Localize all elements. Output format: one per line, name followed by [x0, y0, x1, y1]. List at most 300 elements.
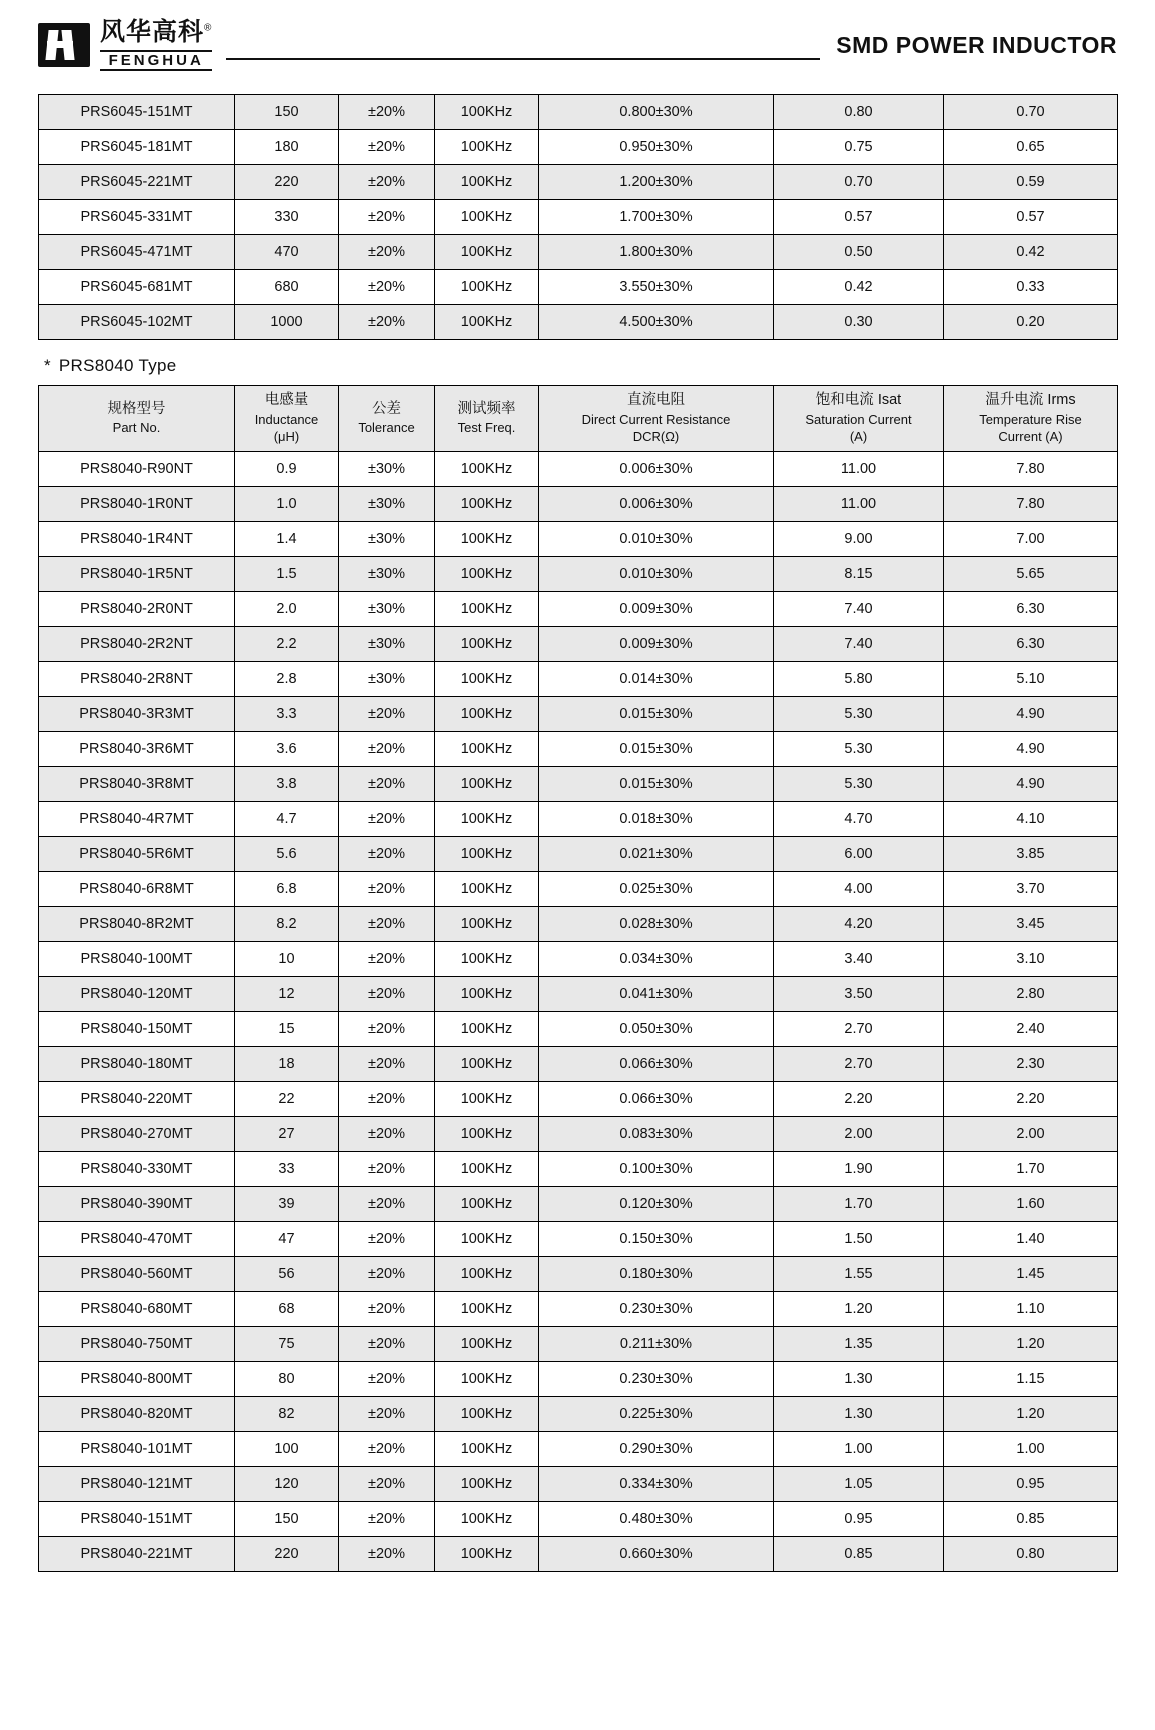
- cell-part-number: PRS8040-1R5NT: [39, 556, 235, 591]
- table-cell: 0.42: [774, 270, 944, 305]
- table-cell: 39: [235, 1186, 339, 1221]
- table-cell: 0.95: [944, 1466, 1118, 1501]
- table-cell: ±30%: [339, 486, 435, 521]
- table-cell: 1.40: [944, 1221, 1118, 1256]
- table-cell: 4.90: [944, 766, 1118, 801]
- cell-part-number: PRS8040-101MT: [39, 1431, 235, 1466]
- cell-part-number: PRS8040-3R6MT: [39, 731, 235, 766]
- table-cell: 22: [235, 1081, 339, 1116]
- table-cell: 2.20: [774, 1081, 944, 1116]
- table-cell: 220: [235, 1536, 339, 1571]
- table-cell: ±20%: [339, 1011, 435, 1046]
- table-cell: 3.45: [944, 906, 1118, 941]
- table-cell: 100KHz: [435, 1011, 539, 1046]
- table-row: [39, 1501, 1118, 1536]
- table-cell: 2.0: [235, 591, 339, 626]
- cell-part-number: PRS8040-1R4NT: [39, 521, 235, 556]
- table-cell: 10: [235, 941, 339, 976]
- table-cell: 5.30: [774, 766, 944, 801]
- table-cell: 0.028±30%: [539, 906, 774, 941]
- table-cell: 0.80: [774, 95, 944, 130]
- logo-chinese-name: 风华高科®: [100, 17, 213, 46]
- table-cell: 0.30: [774, 305, 944, 340]
- table-cell: 0.57: [774, 200, 944, 235]
- table-cell: 150: [235, 1501, 339, 1536]
- table-row: [39, 1396, 1118, 1431]
- table-cell: 100KHz: [435, 801, 539, 836]
- table-cell: 100KHz: [435, 906, 539, 941]
- table-cell: 5.80: [774, 661, 944, 696]
- table-cell: 3.3: [235, 696, 339, 731]
- table-cell: ±20%: [339, 1116, 435, 1151]
- table-row: [39, 521, 1118, 556]
- prs8040-table: [38, 385, 1118, 1572]
- table-cell: 8.15: [774, 556, 944, 591]
- table-cell: 100KHz: [435, 976, 539, 1011]
- table-cell: 5.6: [235, 836, 339, 871]
- table-cell: 1.05: [774, 1466, 944, 1501]
- table-cell: 2.40: [944, 1011, 1118, 1046]
- table-cell: 0.9: [235, 451, 339, 486]
- table-cell: ±20%: [339, 165, 435, 200]
- table-cell: 0.066±30%: [539, 1081, 774, 1116]
- table-cell: 100KHz: [435, 836, 539, 871]
- table-cell: 0.034±30%: [539, 941, 774, 976]
- table-cell: 100KHz: [435, 626, 539, 661]
- table-cell: 2.70: [774, 1046, 944, 1081]
- cell-part-number: PRS6045-102MT: [39, 305, 235, 340]
- table-cell: 1.5: [235, 556, 339, 591]
- cell-part-number: PRS8040-820MT: [39, 1396, 235, 1431]
- table-cell: 1.800±30%: [539, 235, 774, 270]
- table-cell: 0.041±30%: [539, 976, 774, 1011]
- table-cell: 27: [235, 1116, 339, 1151]
- table-cell: ±20%: [339, 95, 435, 130]
- cell-part-number: PRS8040-270MT: [39, 1116, 235, 1151]
- cell-part-number: PRS8040-4R7MT: [39, 801, 235, 836]
- table-cell: 150: [235, 95, 339, 130]
- table-row: [39, 731, 1118, 766]
- cell-part-number: PRS8040-390MT: [39, 1186, 235, 1221]
- table-cell: 1.20: [944, 1396, 1118, 1431]
- table-cell: 0.480±30%: [539, 1501, 774, 1536]
- table-row: [39, 801, 1118, 836]
- cell-part-number: PRS8040-150MT: [39, 1011, 235, 1046]
- table-cell: 220: [235, 165, 339, 200]
- column-header-en: Part No.: [112, 420, 161, 436]
- table-cell: 5.10: [944, 661, 1118, 696]
- table-row: [39, 906, 1118, 941]
- table-row: [39, 941, 1118, 976]
- table-cell: 100KHz: [435, 591, 539, 626]
- table-cell: 0.225±30%: [539, 1396, 774, 1431]
- table-cell: ±30%: [339, 661, 435, 696]
- table-row: [39, 1256, 1118, 1291]
- table-cell: 6.30: [944, 591, 1118, 626]
- logo-english-name: FENGHUA: [100, 50, 212, 71]
- table-cell: 1.20: [774, 1291, 944, 1326]
- table-cell: 0.33: [944, 270, 1118, 305]
- company-logo: [38, 17, 213, 71]
- column-header-cn: 电感量: [264, 392, 309, 408]
- table-row: [39, 1081, 1118, 1116]
- table-cell: 100KHz: [435, 696, 539, 731]
- table-cell: 9.00: [774, 521, 944, 556]
- table-cell: 1.55: [774, 1256, 944, 1291]
- table-cell: 4.500±30%: [539, 305, 774, 340]
- cell-part-number: PRS8040-680MT: [39, 1291, 235, 1326]
- section-bullet: *: [44, 356, 51, 375]
- table-cell: 3.10: [944, 941, 1118, 976]
- table-cell: 100KHz: [435, 1116, 539, 1151]
- table-cell: 1.45: [944, 1256, 1118, 1291]
- table-row: [39, 696, 1118, 731]
- table-row: [39, 1186, 1118, 1221]
- table-cell: 100KHz: [435, 451, 539, 486]
- cell-part-number: PRS8040-2R8NT: [39, 661, 235, 696]
- table-cell: 0.50: [774, 235, 944, 270]
- cell-part-number: PRS8040-3R3MT: [39, 696, 235, 731]
- table-cell: 4.70: [774, 801, 944, 836]
- table-cell: 1.50: [774, 1221, 944, 1256]
- table-cell: ±20%: [339, 1501, 435, 1536]
- column-header-unit: DCR(Ω): [632, 429, 680, 445]
- table-cell: 7.40: [774, 591, 944, 626]
- table-cell: 4.20: [774, 906, 944, 941]
- table-row: [39, 200, 1118, 235]
- table-cell: ±20%: [339, 1221, 435, 1256]
- table-cell: 0.006±30%: [539, 451, 774, 486]
- table-cell: 0.211±30%: [539, 1326, 774, 1361]
- column-header-cn: 温升电流 Irms: [985, 392, 1076, 408]
- cell-part-number: PRS6045-681MT: [39, 270, 235, 305]
- table-cell: 0.65: [944, 130, 1118, 165]
- table-cell: 1.20: [944, 1326, 1118, 1361]
- table-cell: ±20%: [339, 696, 435, 731]
- cell-part-number: PRS8040-R90NT: [39, 451, 235, 486]
- table-cell: 4.90: [944, 731, 1118, 766]
- table-cell: 2.70: [774, 1011, 944, 1046]
- table-cell: 100KHz: [435, 270, 539, 305]
- column-header-en: Temperature Rise: [979, 411, 1082, 427]
- table-row: [39, 165, 1118, 200]
- table-cell: 56: [235, 1256, 339, 1291]
- table-cell: 2.80: [944, 976, 1118, 1011]
- table-cell: 100KHz: [435, 1046, 539, 1081]
- cell-part-number: PRS8040-120MT: [39, 976, 235, 1011]
- cell-part-number: PRS8040-330MT: [39, 1151, 235, 1186]
- table-cell: 3.50: [774, 976, 944, 1011]
- page-title: SMD POWER INDUCTOR: [836, 31, 1117, 58]
- table-cell: 1.70: [774, 1186, 944, 1221]
- table-cell: 0.70: [944, 95, 1118, 130]
- table-cell: ±20%: [339, 235, 435, 270]
- column-header: [435, 386, 539, 452]
- cell-part-number: PRS8040-121MT: [39, 1466, 235, 1501]
- table-cell: ±20%: [339, 1046, 435, 1081]
- column-header-cn: 直流电阻: [627, 392, 685, 408]
- table-cell: 0.95: [774, 1501, 944, 1536]
- cell-part-number: PRS6045-331MT: [39, 200, 235, 235]
- table-cell: 7.00: [944, 521, 1118, 556]
- cell-part-number: PRS6045-151MT: [39, 95, 235, 130]
- table-cell: 2.30: [944, 1046, 1118, 1081]
- table-cell: 100KHz: [435, 1501, 539, 1536]
- table-row: [39, 1151, 1118, 1186]
- table-cell: 0.290±30%: [539, 1431, 774, 1466]
- table-cell: ±30%: [339, 626, 435, 661]
- table-cell: 1.4: [235, 521, 339, 556]
- table-row: [39, 556, 1118, 591]
- table-cell: 100KHz: [435, 1221, 539, 1256]
- table-cell: ±20%: [339, 1291, 435, 1326]
- cell-part-number: PRS8040-800MT: [39, 1361, 235, 1396]
- prs6045-table: [38, 94, 1118, 340]
- header-divider: [226, 58, 820, 60]
- table-cell: 1000: [235, 305, 339, 340]
- cell-part-number: PRS8040-180MT: [39, 1046, 235, 1081]
- table-cell: 0.70: [774, 165, 944, 200]
- table-cell: ±20%: [339, 731, 435, 766]
- cell-part-number: PRS6045-221MT: [39, 165, 235, 200]
- table-cell: 100KHz: [435, 766, 539, 801]
- column-header-cn: 测试频率: [457, 400, 516, 417]
- table-cell: 0.025±30%: [539, 871, 774, 906]
- fenghua-logo-icon: [38, 23, 90, 67]
- table-cell: 0.334±30%: [539, 1466, 774, 1501]
- table-cell: 100KHz: [435, 1291, 539, 1326]
- column-header-en: Inductance: [254, 411, 319, 427]
- table-cell: 0.066±30%: [539, 1046, 774, 1081]
- table-cell: 0.050±30%: [539, 1011, 774, 1046]
- table-cell: 0.85: [774, 1536, 944, 1571]
- table-row: [39, 1361, 1118, 1396]
- table-cell: 11.00: [774, 486, 944, 521]
- table-cell: 7.80: [944, 486, 1118, 521]
- table-cell: 47: [235, 1221, 339, 1256]
- table-cell: 0.009±30%: [539, 591, 774, 626]
- table-cell: 0.083±30%: [539, 1116, 774, 1151]
- table-cell: 1.30: [774, 1396, 944, 1431]
- table-cell: ±20%: [339, 1361, 435, 1396]
- table-cell: ±20%: [339, 130, 435, 165]
- table-cell: 100KHz: [435, 1256, 539, 1291]
- table-cell: ±20%: [339, 1186, 435, 1221]
- column-header-en: Test Freq.: [457, 420, 516, 436]
- table-cell: 1.60: [944, 1186, 1118, 1221]
- column-header-unit: (μH): [273, 429, 300, 445]
- table-row: [39, 235, 1118, 270]
- table-cell: 1.200±30%: [539, 165, 774, 200]
- table-cell: 2.8: [235, 661, 339, 696]
- table-cell: 470: [235, 235, 339, 270]
- table-row: [39, 305, 1118, 340]
- table-cell: 100KHz: [435, 486, 539, 521]
- table-row: [39, 871, 1118, 906]
- table-row: [39, 1291, 1118, 1326]
- table-cell: 680: [235, 270, 339, 305]
- table-row: [39, 1011, 1118, 1046]
- cell-part-number: PRS8040-560MT: [39, 1256, 235, 1291]
- table-row: [39, 976, 1118, 1011]
- table-cell: ±20%: [339, 941, 435, 976]
- table-row: [39, 1221, 1118, 1256]
- table-cell: 7.40: [774, 626, 944, 661]
- table-cell: 68: [235, 1291, 339, 1326]
- table-cell: 100KHz: [435, 130, 539, 165]
- table-cell: 1.35: [774, 1326, 944, 1361]
- table-row: [39, 270, 1118, 305]
- column-header-cn: 饱和电流 Isat: [815, 392, 902, 408]
- table-row: [39, 1326, 1118, 1361]
- table-cell: 100: [235, 1431, 339, 1466]
- table-cell: 0.015±30%: [539, 731, 774, 766]
- table-cell: 0.021±30%: [539, 836, 774, 871]
- table-cell: 100KHz: [435, 1466, 539, 1501]
- table-cell: 0.120±30%: [539, 1186, 774, 1221]
- table-cell: 100KHz: [435, 1361, 539, 1396]
- table-cell: 1.15: [944, 1361, 1118, 1396]
- table-cell: ±20%: [339, 1466, 435, 1501]
- table-cell: 5.65: [944, 556, 1118, 591]
- cell-part-number: PRS8040-750MT: [39, 1326, 235, 1361]
- table-cell: 4.90: [944, 696, 1118, 731]
- column-header-en: Direct Current Resistance: [581, 411, 731, 427]
- column-header: [944, 386, 1118, 452]
- table-cell: ±30%: [339, 521, 435, 556]
- table-cell: 0.010±30%: [539, 556, 774, 591]
- table-cell: ±20%: [339, 871, 435, 906]
- table-cell: 33: [235, 1151, 339, 1186]
- table-cell: 82: [235, 1396, 339, 1431]
- table-cell: 100KHz: [435, 1081, 539, 1116]
- table-cell: 0.57: [944, 200, 1118, 235]
- table-cell: 4.7: [235, 801, 339, 836]
- table-cell: 3.40: [774, 941, 944, 976]
- table-cell: 1.70: [944, 1151, 1118, 1186]
- cell-part-number: PRS8040-6R8MT: [39, 871, 235, 906]
- table-cell: 11.00: [774, 451, 944, 486]
- table-cell: ±20%: [339, 801, 435, 836]
- table-row: [39, 451, 1118, 486]
- cell-part-number: PRS8040-3R8MT: [39, 766, 235, 801]
- table-row: [39, 486, 1118, 521]
- table-cell: ±20%: [339, 976, 435, 1011]
- cell-part-number: PRS8040-151MT: [39, 1501, 235, 1536]
- table-cell: 8.2: [235, 906, 339, 941]
- table-row: [39, 1431, 1118, 1466]
- page-header: [38, 0, 1117, 76]
- table-cell: 0.010±30%: [539, 521, 774, 556]
- table-cell: 100KHz: [435, 871, 539, 906]
- column-header-unit: (A): [849, 429, 868, 445]
- table-cell: 180: [235, 130, 339, 165]
- cell-part-number: PRS8040-221MT: [39, 1536, 235, 1571]
- table-cell: 100KHz: [435, 200, 539, 235]
- table-cell: 12: [235, 976, 339, 1011]
- table-row: [39, 1116, 1118, 1151]
- table-cell: ±30%: [339, 556, 435, 591]
- table-cell: 1.30: [774, 1361, 944, 1396]
- table-cell: 1.00: [774, 1431, 944, 1466]
- table-cell: 0.75: [774, 130, 944, 165]
- cell-part-number: PRS8040-8R2MT: [39, 906, 235, 941]
- table-cell: 0.014±30%: [539, 661, 774, 696]
- table-cell: 2.00: [944, 1116, 1118, 1151]
- table-cell: 1.700±30%: [539, 200, 774, 235]
- table-row: [39, 1046, 1118, 1081]
- table-cell: 0.660±30%: [539, 1536, 774, 1571]
- column-header-cn: 公差: [372, 400, 401, 417]
- column-header: [235, 386, 339, 452]
- cell-part-number: PRS8040-2R0NT: [39, 591, 235, 626]
- table-cell: 1.10: [944, 1291, 1118, 1326]
- table-row: [39, 1466, 1118, 1501]
- table-cell: 3.70: [944, 871, 1118, 906]
- table-cell: ±20%: [339, 766, 435, 801]
- table-cell: 0.150±30%: [539, 1221, 774, 1256]
- table-cell: 0.950±30%: [539, 130, 774, 165]
- table-cell: 0.006±30%: [539, 486, 774, 521]
- trademark-symbol: ®: [204, 22, 213, 34]
- table-cell: ±20%: [339, 270, 435, 305]
- logo-text: [100, 17, 213, 71]
- table-cell: ±20%: [339, 1151, 435, 1186]
- table-cell: 100KHz: [435, 95, 539, 130]
- table-cell: ±20%: [339, 836, 435, 871]
- table-cell: 100KHz: [435, 521, 539, 556]
- cell-part-number: PRS8040-100MT: [39, 941, 235, 976]
- table-cell: 2.00: [774, 1116, 944, 1151]
- table-cell: 0.85: [944, 1501, 1118, 1536]
- cell-part-number: PRS6045-471MT: [39, 235, 235, 270]
- table-row: [39, 836, 1118, 871]
- cell-part-number: PRS8040-5R6MT: [39, 836, 235, 871]
- table-cell: 6.00: [774, 836, 944, 871]
- table-cell: 0.230±30%: [539, 1291, 774, 1326]
- table-cell: 100KHz: [435, 941, 539, 976]
- table-cell: 0.015±30%: [539, 696, 774, 731]
- column-header: [539, 386, 774, 452]
- table-cell: 4.00: [774, 871, 944, 906]
- cell-part-number: PRS8040-1R0NT: [39, 486, 235, 521]
- table-cell: 100KHz: [435, 1396, 539, 1431]
- table-cell: 0.20: [944, 305, 1118, 340]
- table-cell: 100KHz: [435, 556, 539, 591]
- table-cell: 0.230±30%: [539, 1361, 774, 1396]
- cell-part-number: PRS8040-220MT: [39, 1081, 235, 1116]
- table-cell: 80: [235, 1361, 339, 1396]
- cell-part-number: PRS6045-181MT: [39, 130, 235, 165]
- table-row: [39, 130, 1118, 165]
- table-row: [39, 1536, 1118, 1571]
- table-cell: 0.59: [944, 165, 1118, 200]
- table-cell: 6.30: [944, 626, 1118, 661]
- table-cell: 0.42: [944, 235, 1118, 270]
- table-cell: 4.10: [944, 801, 1118, 836]
- table-cell: 100KHz: [435, 731, 539, 766]
- table-cell: 3.85: [944, 836, 1118, 871]
- table-cell: 100KHz: [435, 1431, 539, 1466]
- table-cell: 1.0: [235, 486, 339, 521]
- section-label: PRS8040 Type: [58, 356, 177, 375]
- table-cell: 0.180±30%: [539, 1256, 774, 1291]
- table-cell: 100KHz: [435, 1536, 539, 1571]
- table-row: [39, 766, 1118, 801]
- table-cell: 2.2: [235, 626, 339, 661]
- table-cell: 7.80: [944, 451, 1118, 486]
- table-cell: 100KHz: [435, 165, 539, 200]
